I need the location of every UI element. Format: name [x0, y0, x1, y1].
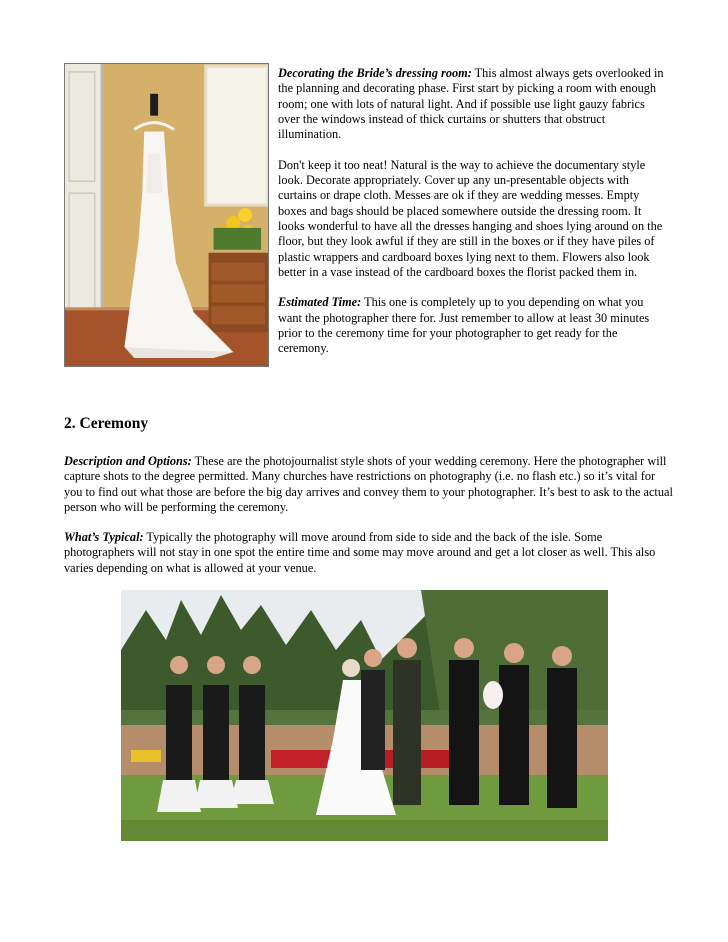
dressing-room-text — [278, 66, 668, 372]
estimated-time-lead: Estimated Time: — [278, 295, 362, 310]
description-block — [64, 454, 674, 515]
typical-lead: What’s Typical: — [64, 530, 144, 544]
estimated-time-paragraph — [278, 295, 668, 356]
ceremony-photo — [121, 590, 608, 841]
description-body: These are the photojournalist style shots of your wedding ceremony. Here the photographer will capture shots to the degree permitted. Many churches have restrictions on photography (i.e. no flash etc.) so it’s vital for you to find out what those are before the big day arrives and convey them to your photographer. It’s best to ask to the actual person who will be performing the ceremony. — [64, 454, 673, 514]
dressing-room-lead: Decorating the Bride’s dressing room: — [278, 66, 472, 80]
description-paragraph — [64, 454, 674, 515]
dressing-room-paragraph — [278, 66, 668, 142]
estimated-time-body: This one is completely up to you depending on what you want the photographer there for. Just remember to allow at least 30 minutes prior to the ceremony time for your photographer to get ready for the ceremony. — [278, 295, 650, 356]
typical-body: Typically the photography will move around from side to side and the back of the isle. Some photographers will not stay in one spot the entire time and some may move around and get a lot closer as well. This also varies depending on what is allowed at your venue. — [64, 530, 656, 575]
neatness-paragraph: Don't keep it too neat! Natural is the way to achieve the documentary style look. Decorate appropriately. Cover up any un-presentable objects with curtains or drape cloth. Messes are ok if they are wedding messes. Empty boxes and bags should be placed somewhere outside the dressing room. It looks wonderful to have all the dresses hanging and shoes lying around on the floor, but they look awful if they are still in the boxes or if they have piles of plastic wrappers and cardboard boxes lying next to them. Flowers also look better in a vase instead of the cardboard boxes the florist packed them in. — [278, 157, 663, 279]
typical-paragraph — [64, 530, 674, 576]
description-lead: Description and Options: — [64, 454, 192, 468]
dressing-room-body: This almost always gets overlooked in the planning and decorating phase. First start by picking a room with enough room; one with lots of natural light. And if possible use light gauzy fabrics over the windows instead of thick curtains or shutters that obstruct illumination. — [278, 66, 664, 142]
section-heading-ceremony: 2. Ceremony — [64, 415, 149, 432]
typical-block — [64, 530, 674, 576]
wedding-dress-photo — [64, 63, 269, 367]
